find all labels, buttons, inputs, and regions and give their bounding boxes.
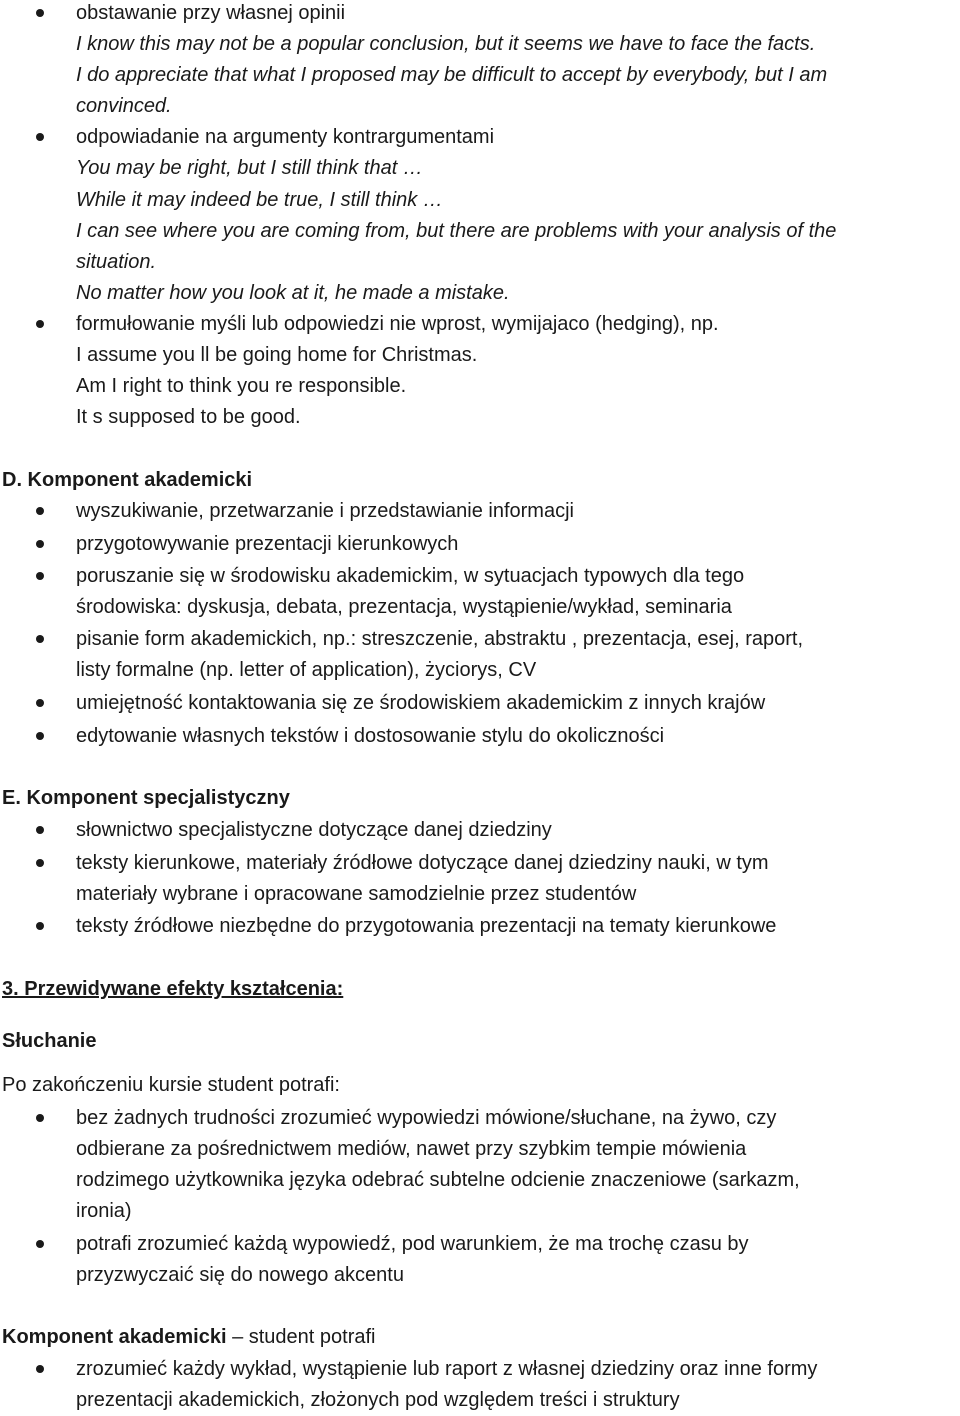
section-heading: D. Komponent akademicki bbox=[2, 469, 253, 491]
example-sentence: You may be right, but I still think that … bbox=[76, 157, 423, 179]
example-sentence: I assume you ll be going home for Christmas. bbox=[76, 344, 478, 366]
bullet-icon bbox=[36, 922, 44, 930]
list-item-continuation: materiały wybrane i opracowane samodzielnie przez studentów bbox=[76, 883, 637, 905]
list-item-label: obstawanie przy własnej opinii bbox=[76, 2, 346, 24]
example-sentence: It s supposed to be good. bbox=[76, 406, 301, 428]
list-item-continuation: prezentacji akademickich, złożonych pod względem treści i struktury bbox=[76, 1389, 680, 1411]
bullet-icon bbox=[36, 826, 44, 834]
bullet-icon bbox=[36, 320, 44, 328]
bullet-icon bbox=[36, 9, 44, 17]
section-heading: E. Komponent specjalistyczny bbox=[2, 787, 290, 809]
section-heading: 3. Przewidywane efekty kształcenia: bbox=[2, 978, 344, 1000]
list-item: potrafi zrozumieć każdą wypowiedź, pod warunkiem, że ma trochę czasu by bbox=[76, 1233, 749, 1255]
example-sentence: convinced. bbox=[76, 95, 172, 117]
bullet-icon bbox=[36, 859, 44, 867]
bullet-icon bbox=[36, 507, 44, 515]
bullet-icon bbox=[36, 699, 44, 707]
list-item: pisanie form akademickich, np.: streszczenie, abstraktu , prezentacja, esej, raport, bbox=[76, 628, 804, 650]
example-sentence: I know this may not be a popular conclusion, but it seems we have to face the facts. bbox=[76, 33, 816, 55]
subsection-heading-rest: – student potrafi bbox=[226, 1326, 376, 1348]
list-item: wyszukiwanie, przetwarzanie i przedstawianie informacji bbox=[76, 500, 574, 522]
list-item: poruszanie się w środowisku akademickim, w sytuacjach typowych dla tego bbox=[76, 565, 745, 587]
list-item: umiejętność kontaktowania się ze środowiskiem akademickim z innych krajów bbox=[76, 692, 766, 714]
bullet-icon bbox=[36, 133, 44, 141]
list-item: przygotowywanie prezentacji kierunkowych bbox=[76, 533, 459, 555]
bullet-icon bbox=[36, 1365, 44, 1373]
list-item-continuation: środowiska: dyskusja, debata, prezentacja, wystąpienie/wykład, seminaria bbox=[76, 596, 732, 618]
example-sentence: No matter how you look at it, he made a mistake. bbox=[76, 282, 510, 304]
list-item-continuation: odbierane za pośrednictwem mediów, nawet przy szybkim tempie mówienia bbox=[76, 1138, 747, 1160]
list-item-continuation: ironia) bbox=[76, 1200, 132, 1222]
bullet-icon bbox=[36, 1240, 44, 1248]
subsection-heading bbox=[2, 1322, 376, 1353]
example-sentence: I can see where you are coming from, but there are problems with your analysis of the bbox=[76, 220, 837, 242]
list-item-continuation: przyzwyczaić się do nowego akcentu bbox=[76, 1264, 404, 1286]
bullet-icon bbox=[36, 540, 44, 548]
bullet-icon bbox=[36, 635, 44, 643]
example-sentence: Am I right to think you re responsible. bbox=[76, 375, 407, 397]
example-sentence: I do appreciate that what I proposed may be difficult to accept by everybody, but I am bbox=[76, 64, 828, 86]
list-item: teksty kierunkowe, materiały źródłowe dotyczące danej dziedziny nauki, w tym bbox=[76, 852, 769, 874]
list-item: zrozumieć każdy wykład, wystąpienie lub raport z własnej dziedziny oraz inne formy bbox=[76, 1358, 818, 1380]
intro-text: Po zakończeniu kursie student potrafi: bbox=[2, 1074, 340, 1096]
subsection-heading-bold: Komponent akademicki bbox=[2, 1326, 227, 1348]
example-sentence: While it may indeed be true, I still think … bbox=[76, 189, 443, 211]
bullet-icon bbox=[36, 1114, 44, 1122]
example-sentence: situation. bbox=[76, 251, 157, 273]
list-item-label: odpowiadanie na argumenty kontrargumentami bbox=[76, 126, 495, 148]
list-item: słownictwo specjalistyczne dotyczące danej dziedziny bbox=[76, 819, 552, 841]
bullet-icon bbox=[36, 572, 44, 580]
list-item-continuation: rodzimego użytkownika języka odebrać subtelne odcienie znaczeniowe (sarkazm, bbox=[76, 1169, 800, 1191]
list-item: bez żadnych trudności zrozumieć wypowiedzi mówione/słuchane, na żywo, czy bbox=[76, 1107, 777, 1129]
list-item-continuation: listy formalne (np. letter of application), życiorys, CV bbox=[76, 659, 537, 681]
list-item: edytowanie własnych tekstów i dostosowanie stylu do okoliczności bbox=[76, 725, 665, 747]
subsection-heading: Słuchanie bbox=[2, 1030, 97, 1052]
list-item: teksty źródłowe niezbędne do przygotowania prezentacji na tematy kierunkowe bbox=[76, 915, 777, 937]
bullet-icon bbox=[36, 732, 44, 740]
list-item-label: formułowanie myśli lub odpowiedzi nie wprost, wymijajaco (hedging), np. bbox=[76, 313, 719, 335]
